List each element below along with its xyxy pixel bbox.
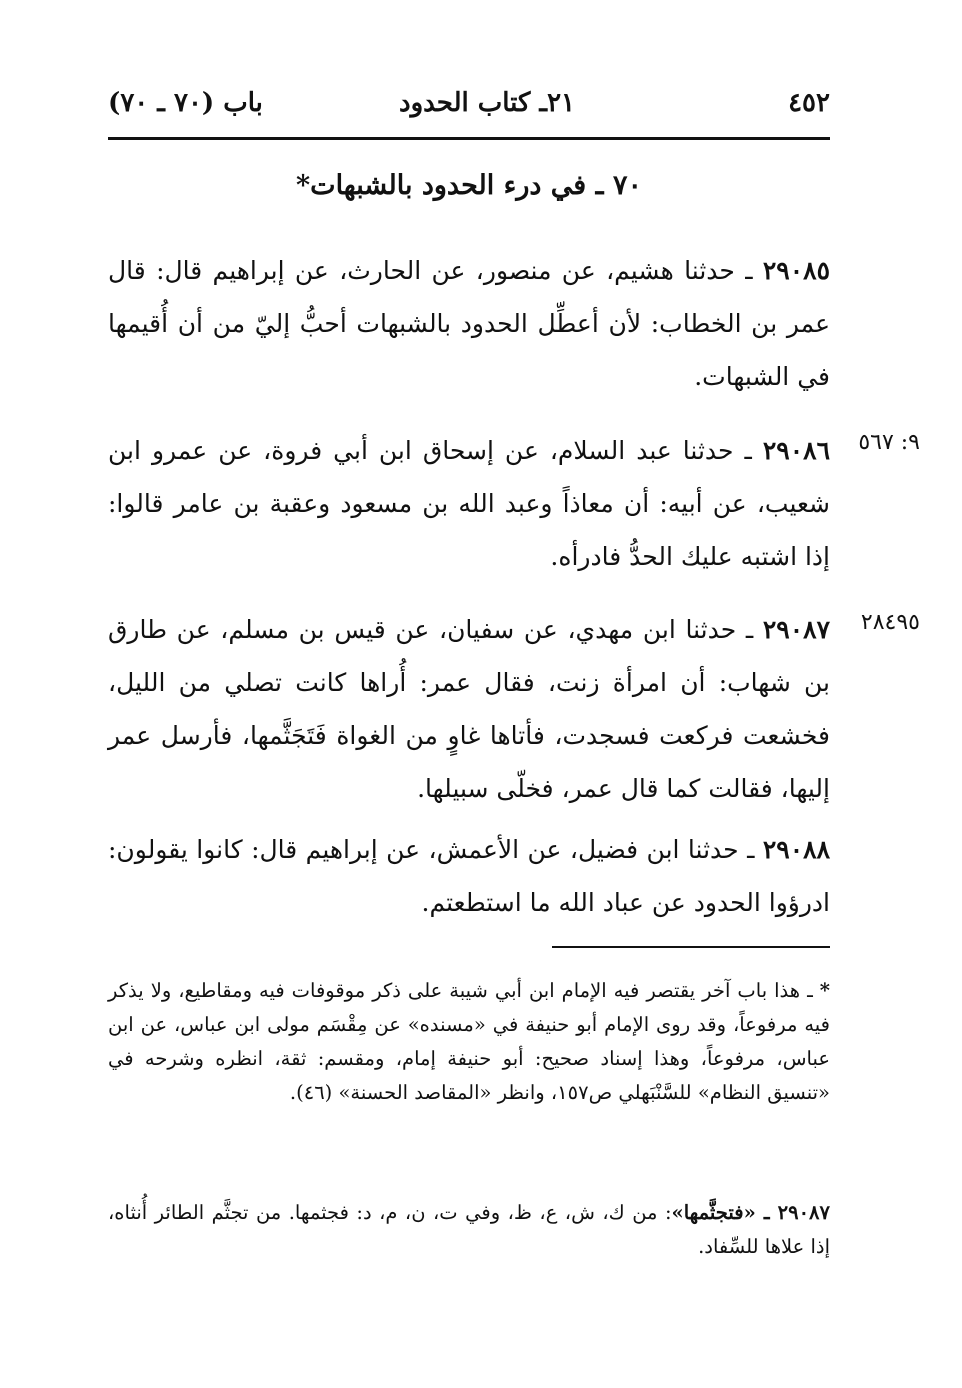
hadith-text: ـ حدثنا ابن مهدي، عن سفيان، عن قيس بن مسلم، عن طارق بن شهاب: أن امرأة زنت، فقال عمر: أُراها كانت تصلي من الليل، فخشعت فركعت فسجدت، فأتاها غاوٍ من الغواة فَتَجَثَّمها، فأرسل عمر إليها، فقالت كما قال عمر، فخلّى سبيلها. bbox=[108, 615, 830, 803]
hadith-text: ـ حدثنا ابن فضيل، عن الأعمش، عن إبراهيم قال: كانوا يقولون: ادرؤوا الحدود عن عباد الله ما استطعتم. bbox=[108, 835, 830, 917]
page-number: ٤٥٢ bbox=[788, 88, 830, 118]
hadith-text: ـ حدثنا هشيم، عن منصور، عن الحارث، عن إبراهيم قال: قال عمر بن الخطاب: لأن أعطِّل الحدود بالشبهات أحبُّ إليّ من أن أُقيمها في الشبهات. bbox=[108, 256, 830, 391]
margin-reference: ٢٨٤٩٥ bbox=[860, 610, 920, 635]
margin-reference: ٩: ٥٦٧ bbox=[858, 430, 920, 455]
footnote-marker: * bbox=[819, 979, 830, 1002]
book-title: ٢١ـ كتاب الحدود bbox=[399, 88, 575, 118]
footnote-marker: ٢٩٠٨٧ ـ «فتجثَّمها» bbox=[671, 1201, 830, 1224]
footnote bbox=[108, 974, 830, 1110]
hadith-number: ٢٩٠٨٧ bbox=[762, 615, 830, 644]
footnote-text: : من ك، ش، ع، ظ، وفي ت، ن، م، د: فجثمها. من تجثَّم الطائر أُنثاه، إذا علاها للسِّفاد. bbox=[108, 1201, 830, 1258]
hadith-entry bbox=[108, 424, 830, 583]
hadith-number: ٢٩٠٨٦ bbox=[762, 436, 830, 465]
chapter-title: ٧٠ ـ في درء الحدود بالشبهات* bbox=[296, 170, 642, 201]
footnote bbox=[108, 1196, 830, 1264]
hadith-text: ـ حدثنا عبد السلام، عن إسحاق ابن أبي فروة، عن عمرو ابن شعيب، عن أبيه: أن معاذاً وعبد الله بن مسعود وعقبة بن عامر قالوا: إذا اشتبه عليك الحدُّ فادرأه. bbox=[108, 436, 830, 571]
hadith-entry bbox=[108, 603, 830, 815]
footnote-divider bbox=[552, 946, 830, 948]
footnote-text: ـ هذا باب آخر يقتصر فيه الإمام ابن أبي شيبة على ذكر موقوفات فيه ومقاطيع، ولا يذكر فيه مرفوعاً، وقد روى الإمام أبو حنيفة في «مسنده» عن مِقْسَم مولى ابن عباس، عن ابن عباس، مرفوعاً، وهذا إسناد صحيح: أبو حنيفة إمام، ومقسم: ثقة، انظره وشرحه في «تنسيق النظام» للسَّنْبَهلي ص١٥٧، وانظر «المقاصد الحسنة» (٤٦). bbox=[108, 979, 830, 1104]
hadith-entry bbox=[108, 244, 830, 403]
hadith-entry bbox=[108, 823, 830, 929]
header-divider bbox=[108, 137, 830, 140]
hadith-number: ٢٩٠٨٨ bbox=[762, 835, 830, 864]
hadith-number: ٢٩٠٨٥ bbox=[762, 256, 830, 285]
page-header bbox=[108, 88, 830, 128]
chapter-range: باب (٧٠ ـ ٧٠) bbox=[108, 88, 263, 118]
